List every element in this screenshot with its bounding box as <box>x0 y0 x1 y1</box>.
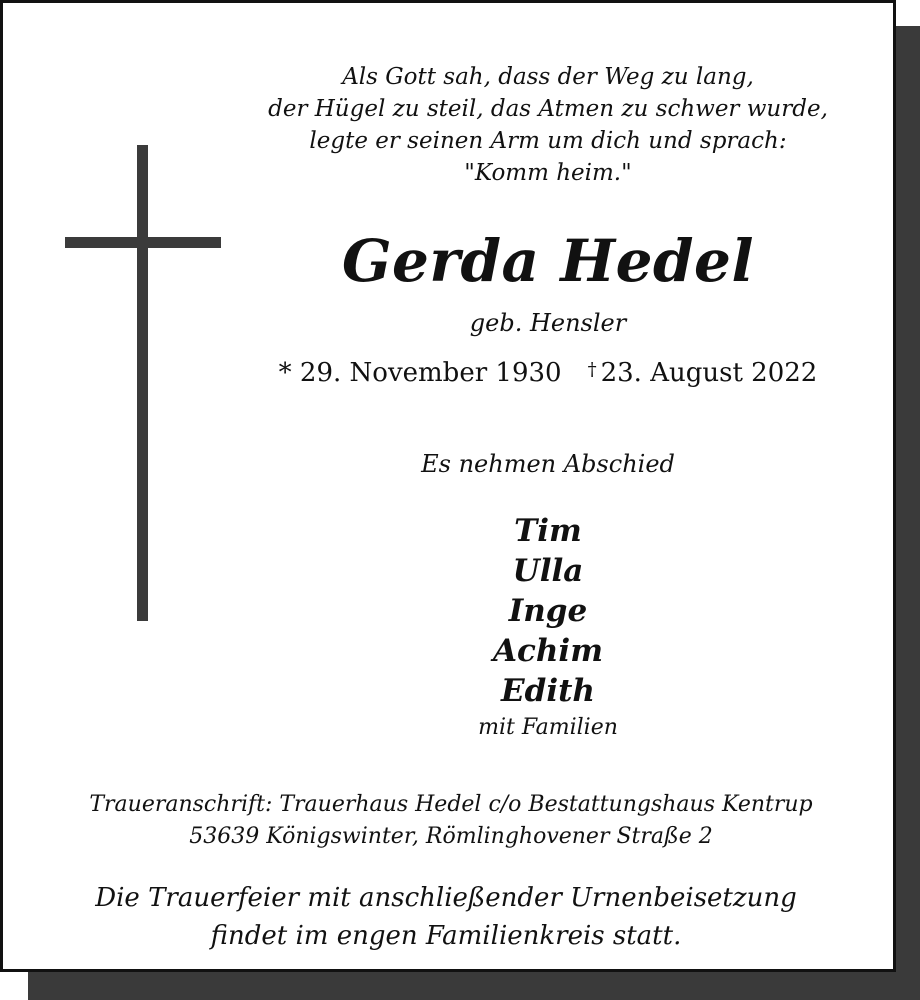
mourning-address <box>3 789 899 853</box>
death-date: 23. August 2022 <box>600 358 818 388</box>
memorial-verse <box>193 61 903 189</box>
address-line: Traueranschrift: Trauerhaus Hedel c/o Bestattungshaus Kentrup <box>89 792 813 817</box>
mourner-name: Edith <box>501 673 595 709</box>
deceased-name: Gerda Hedel <box>341 227 754 295</box>
mourner-name: Tim <box>514 513 582 549</box>
mourner-list <box>193 511 903 711</box>
verse-line: "Komm heim." <box>464 160 632 186</box>
cross-icon-vertical <box>137 145 148 621</box>
verse-line: legte er seinen Arm um dich und sprach: <box>309 128 787 154</box>
birth-date: * 29. November 1930 <box>278 358 562 388</box>
verse-line: Als Gott sah, dass der Weg zu lang, <box>342 64 754 90</box>
maiden-name: geb. Hensler <box>469 309 627 337</box>
farewell-label: Es nehmen Abschied <box>421 450 675 478</box>
ceremony-line: findet im engen Familienkreis statt. <box>210 921 682 951</box>
mourner-name: Achim <box>492 633 604 669</box>
mourner-name: Inge <box>508 593 588 629</box>
verse-line: der Hügel zu steil, das Atmen zu schwer wurde, <box>268 96 828 122</box>
ceremony-note <box>3 879 889 955</box>
families-note: mit Familien <box>478 715 618 740</box>
life-dates <box>193 352 903 391</box>
mourner-name: Ulla <box>512 553 584 589</box>
ceremony-line: Die Trauerfeier mit anschließender Urnenbeisetzung <box>95 883 797 913</box>
death-cross-icon: † <box>587 359 597 380</box>
address-line: 53639 Königswinter, Römlinghovener Straße 2 <box>189 824 713 849</box>
